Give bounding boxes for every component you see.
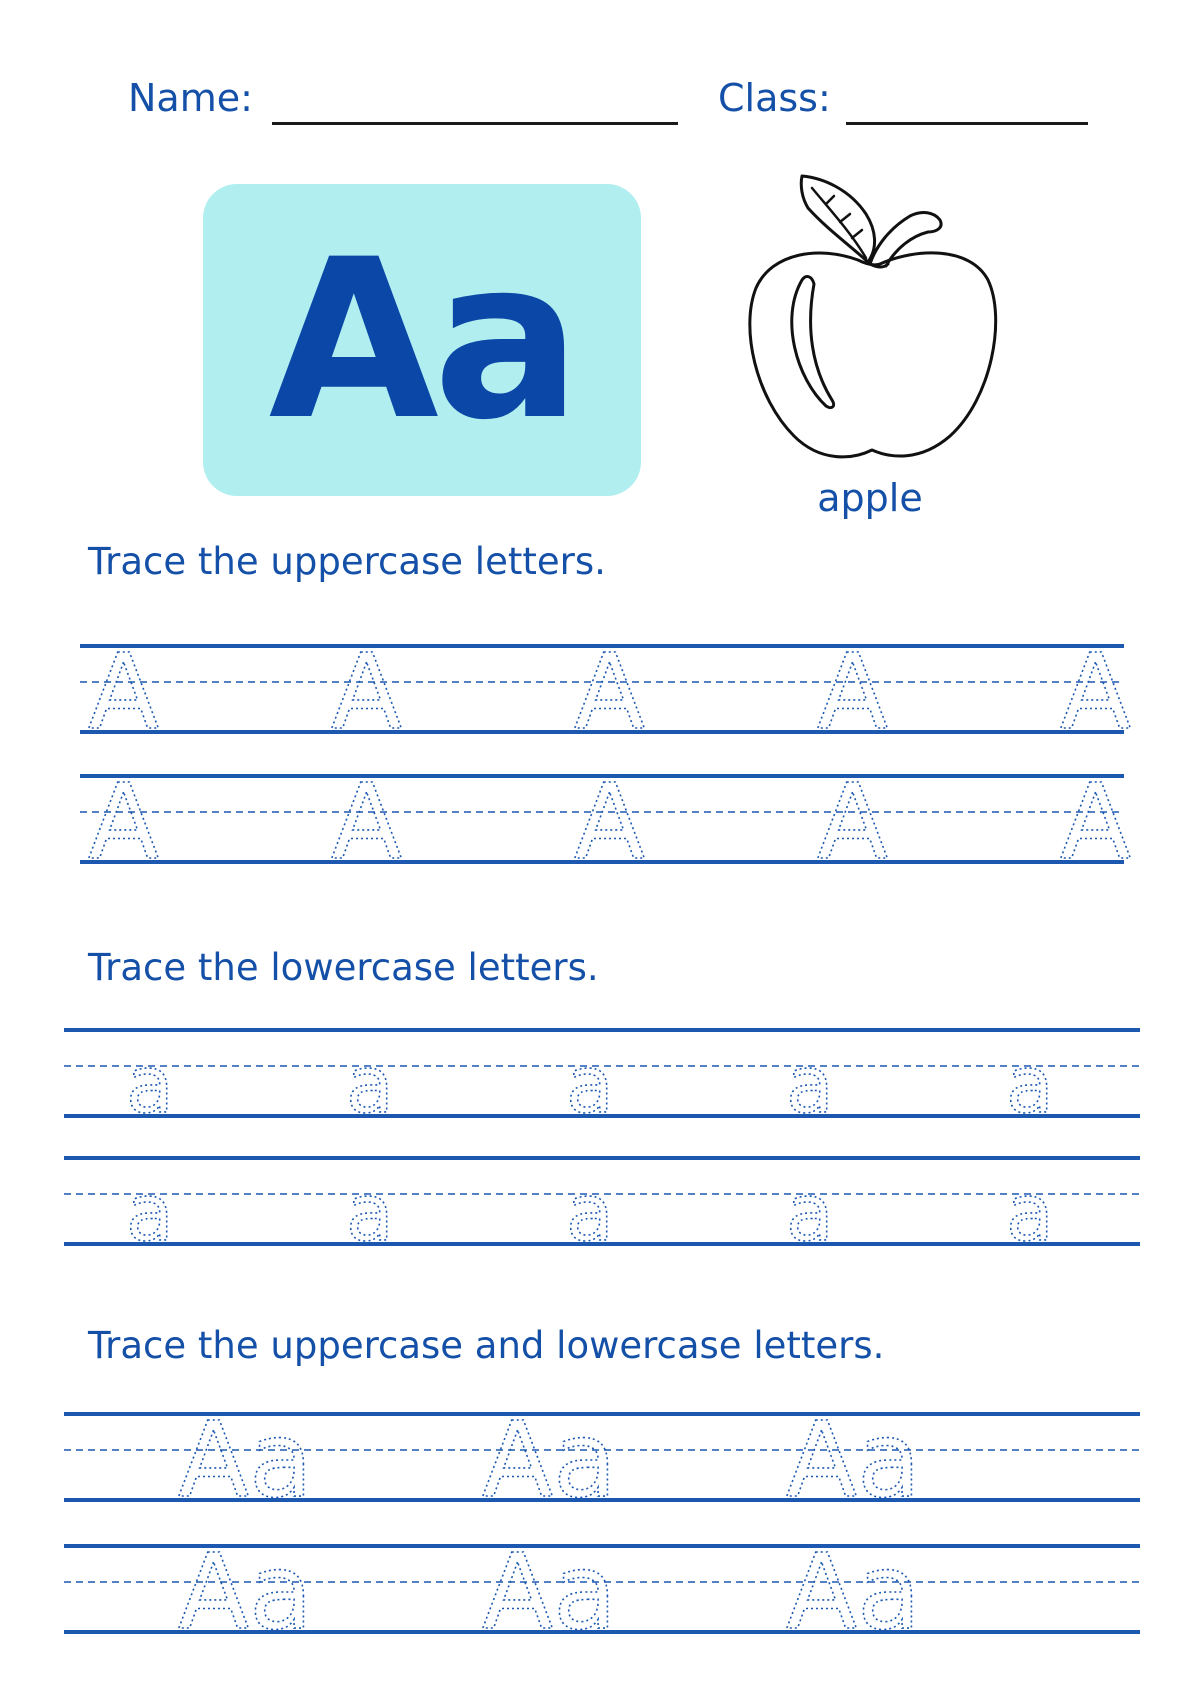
instruction-lowercase: Trace the lowercase letters. (88, 946, 599, 989)
letter-card (203, 184, 641, 496)
trace-letter: A (88, 631, 160, 753)
name-field[interactable] (272, 122, 678, 125)
trace-letter: a (126, 1169, 174, 1259)
letter-card-text: Aa (268, 212, 576, 468)
trace-letter: A (1060, 631, 1132, 753)
trace-letter: A (1060, 761, 1132, 883)
trace-letter: A (574, 761, 646, 883)
trace-letter: Aa (482, 1531, 617, 1653)
trace-letter: Aa (178, 1399, 313, 1521)
trace-letter: a (1006, 1169, 1054, 1259)
class-field[interactable] (846, 122, 1088, 125)
trace-letter: A (331, 761, 403, 883)
trace-letter: A (331, 631, 403, 753)
trace-letter: a (1006, 1041, 1054, 1131)
trace-letter: A (817, 631, 889, 753)
trace-row[interactable] (64, 1531, 1140, 1653)
instruction-both: Trace the uppercase and lowercase letters. (88, 1324, 885, 1367)
trace-row[interactable] (80, 761, 1132, 883)
trace-letter: a (566, 1169, 614, 1259)
trace-letter: Aa (786, 1531, 921, 1653)
trace-row[interactable] (64, 1152, 1140, 1259)
trace-letter: a (786, 1041, 834, 1131)
trace-letter: Aa (178, 1531, 313, 1653)
trace-letter: a (566, 1041, 614, 1131)
trace-letter: a (346, 1169, 394, 1259)
trace-row[interactable] (64, 1024, 1140, 1131)
trace-letter: A (817, 761, 889, 883)
trace-row[interactable] (80, 631, 1132, 753)
trace-letter: Aa (482, 1399, 617, 1521)
trace-letter: Aa (786, 1399, 921, 1521)
trace-letter: a (346, 1041, 394, 1131)
trace-letter: a (126, 1041, 174, 1131)
trace-letter: A (574, 631, 646, 753)
trace-letter: A (88, 761, 160, 883)
name-label: Name: (128, 76, 253, 120)
class-label: Class: (718, 76, 831, 120)
trace-row[interactable] (64, 1399, 1140, 1521)
trace-letter: a (786, 1169, 834, 1259)
instruction-uppercase: Trace the uppercase letters. (88, 540, 606, 583)
picture-word: apple (817, 476, 923, 520)
apple-icon (740, 168, 1000, 470)
